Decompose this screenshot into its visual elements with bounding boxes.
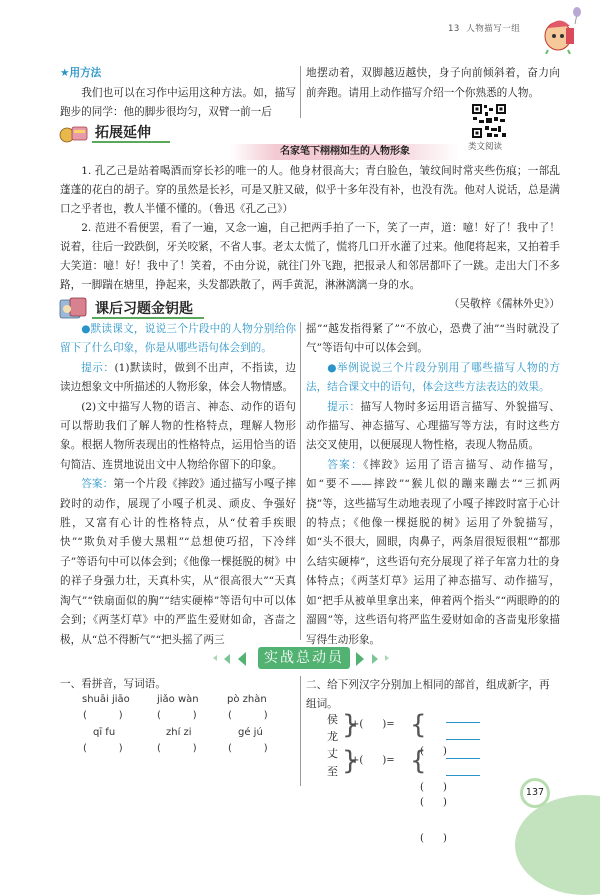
passage-2: 2. 范进不看便罢，看了一遍，又念一遍，自己把两手拍了一下，笑了一声，道：噫！好了！我中了！说着，往后一跤跌倒，牙关咬紧，不省人事。老太太慌了，慌将几口开水灌了过来。他爬将起来，又拍着手大笑道：噫！好！我中了！笑着，不由分说，就往门外飞跑，把报录人和邻居都吓了一跳。走出大门不多路，一脚踹在塘里，挣起来，头发都跌散了，两手黄泥，淋淋漓漓一身的水。 <box>60 222 560 291</box>
unit-title: 人物描写一组 <box>466 24 521 34</box>
exercises-section-icon <box>58 296 88 320</box>
word-blank-line[interactable] <box>446 758 480 759</box>
pinyin-4: qī fu <box>93 727 116 738</box>
arrow-right-icon <box>372 654 378 664</box>
title-underline <box>92 317 204 319</box>
hint-1: (1)默读时，做到不出声，不指读，边读边想象文中所描述的人物形象，体会人物情感。 <box>60 361 297 394</box>
answer-2: 《摔跤》运用了语言描写、动作描写，如“要不——摔跤”“猴儿似的蹦来蹦去”“三抓两挠”等，这些描写生动地表现了小嘎子摔跤时富于心计的特点；《他像一棵挺脱的树》运用了外貌描写，如“头不很大，圆眼，肉鼻子，两条眉很短很粗”“都那么结实硬棒”，这些语句充分展现了祥子年富力壮的身体特点；《两茎灯草》运用了神态描写、动作描写，如“把手从被单里拿出来，伸着两个指头”“两眼睁的的溜圆”等，这些语句将严监生爱财如命的吝啬鬼形象描写得生动形象。 <box>306 458 561 646</box>
column-divider <box>300 676 301 786</box>
answer-blank-1[interactable]: ( ) <box>83 710 123 721</box>
hint-q2: 描写人物时多运用语言描写、外貌描写、动作描写、神态描写、心理描写等方法，有时这些方法交叉使用，以便展现人物性格，表现人物品质。 <box>306 400 561 452</box>
char: 丈 <box>327 747 338 760</box>
answer-1-continued: 摇”“越发指得紧了”“不放心，恐费了油”“当时就没了气”等语句中可以体会到。 <box>306 323 560 355</box>
new-char-blank[interactable]: ( ) <box>420 782 447 793</box>
brace-left-icon: { <box>410 710 427 740</box>
qr-code-icon[interactable] <box>471 103 507 139</box>
unit-number: 13 <box>448 24 460 34</box>
extension-title: 拓展延伸 <box>95 125 151 141</box>
passage-2-source: （吴敬梓《儒林外史》） <box>448 298 560 310</box>
exercises-title: 课后习题金钥匙 <box>95 301 193 317</box>
arrow-left-icon <box>224 654 230 664</box>
answer-blank-4[interactable]: ( ) <box>83 743 123 754</box>
arrow-left-icon <box>213 655 217 661</box>
radical-blank-1[interactable]: +( )= <box>351 719 395 730</box>
brace-right-icon: } <box>342 710 359 740</box>
new-char-blank[interactable]: ( ) <box>420 746 447 757</box>
exercises-left-column <box>60 320 296 650</box>
arrow-left-icon <box>238 652 246 666</box>
usage-text-left: 我们也可以在习作中运用这种方法。如，描写跑步的同学：他的脚步很均匀，双臂一前一后 <box>60 86 296 118</box>
exercise-q2: ●举例说说三个片段分别用了哪些描写人物的方法，结合课文中的语句，体会这些方法表达的效果。 <box>306 361 560 394</box>
answer-blank-6[interactable]: ( ) <box>228 743 268 754</box>
pinyin-1: shuāi jiāo <box>82 694 130 705</box>
extension-section-icon <box>58 122 88 144</box>
column-divider <box>300 322 301 640</box>
title-underline <box>92 141 170 143</box>
answer-blank-3[interactable]: ( ) <box>228 710 268 721</box>
radical-blank-2[interactable]: +( )= <box>351 755 395 766</box>
pinyin-5: zhí zi <box>166 727 192 738</box>
word-blank-line[interactable] <box>446 722 480 723</box>
arrow-right-icon <box>385 655 389 661</box>
word-blank-line[interactable] <box>446 775 480 776</box>
pinyin-2: jiǎo wàn <box>157 694 199 705</box>
new-char-blanks-2[interactable] <box>420 745 447 864</box>
usage-section-right <box>306 64 560 103</box>
corner-decoration <box>515 795 600 895</box>
hint-label: 提示： <box>327 400 361 413</box>
pinyin-3: pò zhàn <box>227 694 267 705</box>
new-char-blank[interactable]: ( ) <box>420 833 447 844</box>
column-divider <box>300 66 301 118</box>
unit-header <box>448 22 520 34</box>
char: 侯 <box>327 713 338 726</box>
exercise-q1: ●默读课文，说说三个片段中的人物分别给你留下了什么印象，你是从哪些语句体会到的。 <box>60 323 296 355</box>
answer-blank-5[interactable]: ( ) <box>157 743 197 754</box>
new-char-blank[interactable]: ( ) <box>420 797 447 808</box>
mascot-icon <box>540 6 584 54</box>
page-number: 137 <box>520 778 550 808</box>
hint-label: 提示： <box>81 361 115 374</box>
extension-passages <box>60 162 560 314</box>
answer-blank-2[interactable]: ( ) <box>157 710 197 721</box>
pinyin-6: gé jú <box>238 727 263 738</box>
usage-section-left <box>60 64 296 123</box>
practice-banner: 实战总动员 <box>258 647 350 669</box>
practice-q2-title: 二、给下列汉字分别加上相同的部首，组成新字，再组词。 <box>306 679 550 710</box>
word-blank-line[interactable] <box>446 739 480 740</box>
qr-label: 类文阅读 <box>468 142 503 152</box>
answer-1: 第一个片段《摔跤》通过描写小嘎子摔跤时的动作，展现了小嘎子机灵、顽皮、争强好胜，又富有心计的性格特点，从“仗着手疾眼快”“欺负对手傻大黑粗”“总想使巧招，下冷绊子”等语句中可以体会到；《他像一棵挺脱的树》中的祥子身强力壮，天真朴实，从“很高很大”“天真淘气”“铁扇面似的胸”“结实硬棒”等语句中可以体会到；《两茎灯草》中的严监生爱财如命，吝啬之极，从“总不得断气”“把头摇了两三 <box>60 478 297 646</box>
hint-2: (2)文中描写人物的语言、神态、动作的语句可以帮助我们了解人物的性格特点，理解人物形象。根据人物所表现出的性格特点，运用恰当的语句简洁、连贯地说出文中人物给你留下的印象。 <box>60 400 296 471</box>
char-group-1 <box>327 711 338 745</box>
answer-label: 答案： <box>327 458 364 471</box>
char: 至 <box>327 765 338 778</box>
brace-right-icon: } <box>342 746 359 776</box>
char: 龙 <box>327 730 338 743</box>
practice-q1-title: 一、看拼音，写词语。 <box>60 678 166 690</box>
char-group-2 <box>327 745 338 781</box>
usage-text-right: 地摆动着，双脚越迈越快，身子向前倾斜着，奋力向前奔跑。请用上动作描写介绍一个你熟悉的人物。 <box>306 67 560 99</box>
answer-label: 答案： <box>81 478 114 491</box>
extension-banner: 名家笔下栩栩如生的人物形象 <box>230 144 460 160</box>
brace-left-icon: { <box>410 746 427 776</box>
exercises-right-column <box>306 320 560 650</box>
arrow-right-icon <box>356 652 364 666</box>
usage-title: ★用方法 <box>60 67 102 79</box>
passage-1: 1. 孔乙己是站着喝酒而穿长衫的唯一的人。他身材很高大；青白脸色，皱纹间时常夹些伤痕；一部乱蓬蓬的花白的胡子。穿的虽然是长衫，可是又脏又破，似乎十多年没有补，也没有洗。他对人说话，总是满口之乎者也，教人半懂不懂的。（鲁迅《孔乙己》） <box>60 165 560 215</box>
